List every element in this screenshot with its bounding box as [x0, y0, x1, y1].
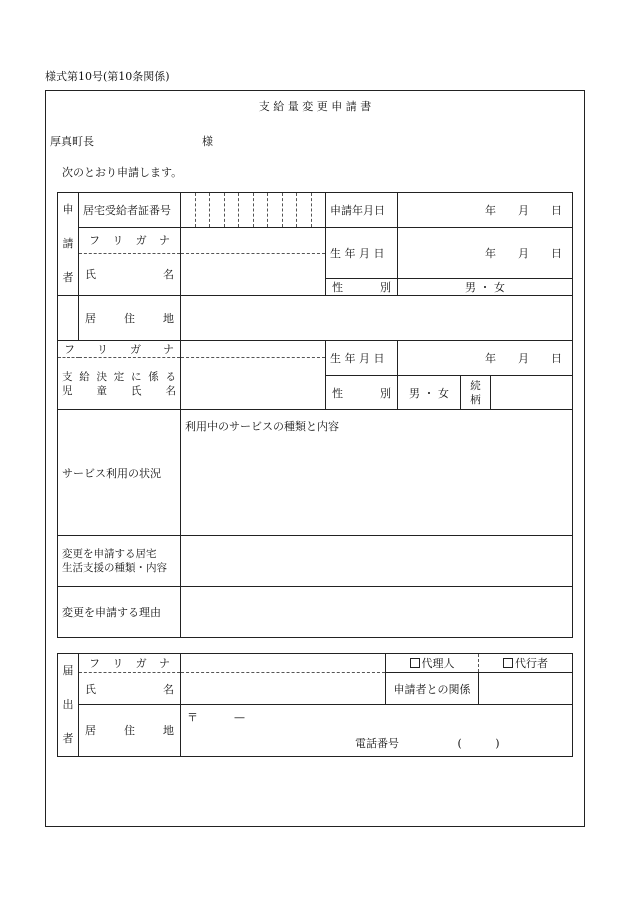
- child-relation-field[interactable]: [491, 376, 573, 410]
- form-title: 支 給 量 変 更 申 請 書: [258, 100, 372, 113]
- applicant-name-field[interactable]: [181, 253, 326, 296]
- form-number: 様式第10号(第10条関係): [45, 70, 170, 83]
- apply-date-field[interactable]: 年 月 日: [398, 193, 573, 228]
- submitter-section-label: 届 出 者: [58, 654, 79, 757]
- submitter-furigana-label: フ リ ガ ナ: [79, 654, 181, 673]
- application-table: [57, 192, 573, 638]
- service-status-label: サービス利用の状況: [58, 410, 181, 536]
- applicant-address-label: 居 住 地: [79, 296, 181, 341]
- relation-label: 申請者との関係: [386, 673, 479, 705]
- applicant-section-spacer: [58, 296, 79, 341]
- service-status-field[interactable]: [181, 410, 573, 536]
- child-gender-field[interactable]: 男 ・ 女: [398, 376, 461, 410]
- honorific: 様: [202, 135, 213, 148]
- cert-number-field[interactable]: [181, 193, 326, 228]
- child-furigana-label: フ リ ガ ナ: [58, 341, 181, 358]
- proxy-checkbox[interactable]: 代行者: [479, 654, 573, 673]
- addressee: 厚真町長: [50, 135, 94, 148]
- agent-checkbox-box[interactable]: [410, 658, 420, 668]
- applicant-furigana-label: フ リ ガ ナ: [79, 228, 181, 254]
- applicant-name-label: 氏 名: [79, 253, 181, 296]
- submitter-address-field[interactable]: [181, 704, 573, 756]
- apply-date-label: 申請年月日: [326, 193, 398, 228]
- change-reason-label: 変更を申請する理由: [58, 587, 181, 638]
- change-reason-field[interactable]: [181, 587, 573, 638]
- submitter-name-label: 氏 名: [79, 673, 181, 705]
- submitter-table: [57, 653, 573, 757]
- child-name-field[interactable]: [181, 358, 326, 410]
- service-status-content-label: 利用中のサービスの種類と内容: [185, 420, 339, 433]
- applicant-furigana-field[interactable]: [181, 228, 326, 254]
- child-birth-label: 生 年 月 日: [326, 341, 398, 376]
- postal-code: 〒 —: [187, 710, 245, 724]
- applicant-gender-field[interactable]: 男 ・ 女: [398, 279, 573, 296]
- cert-number-label: 居宅受給者証番号: [79, 193, 181, 228]
- child-name-label: 支 給 決 定 に 係 る 児 童 氏 名: [58, 358, 181, 410]
- relation-field[interactable]: [479, 673, 573, 705]
- applicant-gender-label: 性 別: [326, 279, 398, 296]
- child-relation-label: 続 柄: [461, 376, 491, 410]
- change-type-label: 変更を申請する居宅 生活支援の種類・内容: [58, 536, 181, 587]
- phone-number: 電話番号 ( ): [355, 736, 500, 750]
- applicant-section-label: 申 請 者: [58, 193, 79, 296]
- child-furigana-field[interactable]: [181, 341, 326, 358]
- proxy-checkbox-box[interactable]: [503, 658, 513, 668]
- applicant-birth-field[interactable]: 年 月 日: [398, 228, 573, 279]
- submitter-furigana-field[interactable]: [181, 654, 386, 673]
- agent-checkbox[interactable]: 代理人: [386, 654, 479, 673]
- submitter-name-field[interactable]: [181, 673, 386, 705]
- change-type-field[interactable]: [181, 536, 573, 587]
- applicant-birth-label: 生 年 月 日: [326, 228, 398, 279]
- submitter-address-label: 居 住 地: [79, 704, 181, 756]
- applicant-address-field[interactable]: [181, 296, 573, 341]
- intro-text: 次のとおり申請します。: [62, 166, 183, 179]
- child-birth-field[interactable]: 年 月 日: [398, 341, 573, 376]
- child-gender-label: 性 別: [326, 376, 398, 410]
